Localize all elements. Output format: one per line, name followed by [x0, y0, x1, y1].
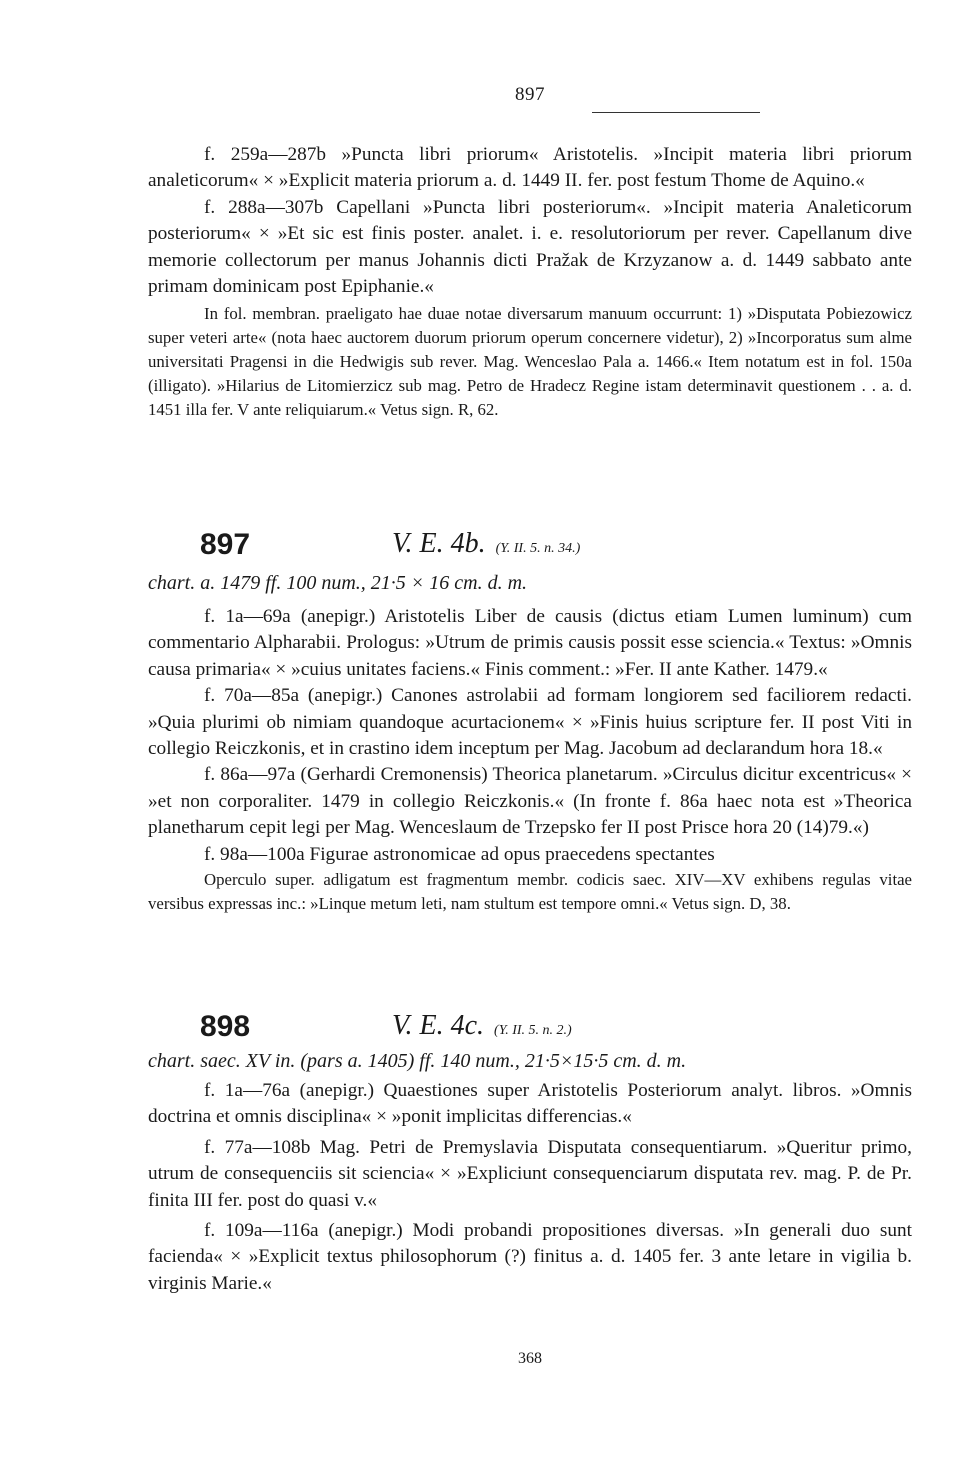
entry-897-description: chart. a. 1479 ff. 100 num., 21·5 × 16 cm. d. m.	[148, 572, 528, 594]
continuation-block	[148, 142, 912, 422]
entry-898-item-3: f. 109a—116a (anepigr.) Modi probandi propositiones diversas. »In generali duo sunt facienda« × »Explicit textus philosophorum (?) finitus a. d. 1405 fer. 3 ante letare in vigilia b. virginis Marie.«	[148, 1220, 912, 1294]
page-folio-number: 368	[518, 1350, 542, 1367]
entry-897-signature-text: V. E. 4b.	[392, 528, 486, 559]
entry-898-item-2: f. 77a—108b Mag. Petri de Premyslavia Disputata consequentiarum. »Queritur primo, utrum de consequenciis sit sciencia« × »Expliciunt consequenciarum disputata rev. mag. P. de Pr. finita III fer. post do quasi v.«	[148, 1136, 912, 1211]
entry-897-number: 897	[200, 528, 251, 561]
entry-897-heading	[148, 528, 912, 572]
entry-898-description: chart. saec. XV in. (pars a. 1405) ff. 140 num., 21·5×15·5 cm. d. m.	[148, 1050, 687, 1072]
entry-897-item-3: f. 86a—97a (Gerhardi Cremonensis) Theorica planetarum. »Circulus dicitur excentricus« × »et non corporaliter. 1479 in collegio Reiczkonis.« (In fronte f. 86a haec nota est »Theorica planetharum cepit legi per Mag. Wenceslaum de Trzepsko fer II post Prisce hora 20 (14)79.«)	[148, 764, 912, 839]
entry-898-signature-text: V. E. 4c.	[392, 1010, 485, 1041]
entry-897-item-2: f. 70a—85a (anepigr.) Canones astrolabii ad formam longiorem sed faciliorem redacti. »Quia plurimi ob nimiam quandoque acurtacionem« × »Finis huius scripture fer. II post Viti in collegio Reiczkonis, et in crastino idem inceptum per Mag. Jacobum ad declarandum hora 18.«	[148, 685, 912, 760]
paragraph-note-membran: In fol. membran. praeligato hae duae notae diversarum manuum occurrunt: 1) »Disputata Pobiezowicz super veteri arte« (nota haec auctorem duorum priorum operum concernere videtur), 2) »Incorporatus sum alme universitati Pragensi in die Hedwigis sub rever. Mag. Wenceslao Pala a. 1466.« Item notatum est in fol. 150a (illigato). »Hilarius de Litomierzicz sub mag. Petro de Hradecz Regine istam determinavit questionem . . a. d. 1451 illa fer. V ante reliquiarum.« Vetus sign. R, 62.	[148, 304, 912, 420]
entry-897-item-1: f. 1a—69a (anepigr.) Aristotelis Liber de causis (dictus etiam Lumen luminum) cum commentario Alpharabii. Prologus: »Utrum de primis causis possit esse sciencia.« Textus: »Omnis causa primaria« × »cuius unitates faciens.« Finis comment.: »Fer. II ante Kather. 1479.«	[148, 606, 912, 680]
entry-897-contents	[148, 604, 912, 916]
entry-898-heading	[148, 1010, 912, 1054]
paragraph-folio-259: f. 259a—287b »Puncta libri priorum« Aristotelis. »Incipit materia libri priorum analeticorum« × »Explicit materia priorum a. d. 1449 II. fer. post festum Thome de Aquino.«	[148, 144, 912, 192]
entry-897-note: Operculo super. adligatum est fragmentum membr. codicis saec. XIV—XV exhibens regulas vitae versibus expressas inc.: »Linque metum leti, nam stultum est tempore omni.« Vetus sign. D, 38.	[148, 870, 912, 914]
entry-898-number: 898	[200, 1010, 251, 1043]
header-rule	[592, 112, 760, 113]
entry-897-signature	[392, 528, 580, 560]
entry-897-item-4: f. 98a—100a Figurae astronomicae ad opus praecedens spectantes	[204, 843, 715, 865]
paragraph-folio-288: f. 288a—307b Capellani »Puncta libri posteriorum«. »Incipit materia Analeticorum posteriorum« × »Et sic est finis poster. analet. i. e. resolutoriorum per rever. Capellanum dive memorie collectorum per manus Johannis dicti Pražak de Krzyzanow a. d. 1449 sabbato ante primam dominicam post Epiphanie.«	[148, 196, 912, 298]
entry-897-old-signature: (Y. II. 5. n. 34.)	[495, 541, 581, 556]
entry-898-item-1: f. 1a—76a (anepigr.) Quaestiones super Aristotelis Posteriorum analyt. libros. »Omnis doctrina et omnis disciplina« × »ponit implicitas differencias.«	[148, 1080, 912, 1128]
entry-898-contents	[148, 1078, 912, 1297]
page-header-number: 897	[515, 84, 545, 105]
entry-898-signature	[392, 1010, 572, 1042]
entry-898-old-signature: (Y. II. 5. n. 2.)	[494, 1023, 572, 1038]
